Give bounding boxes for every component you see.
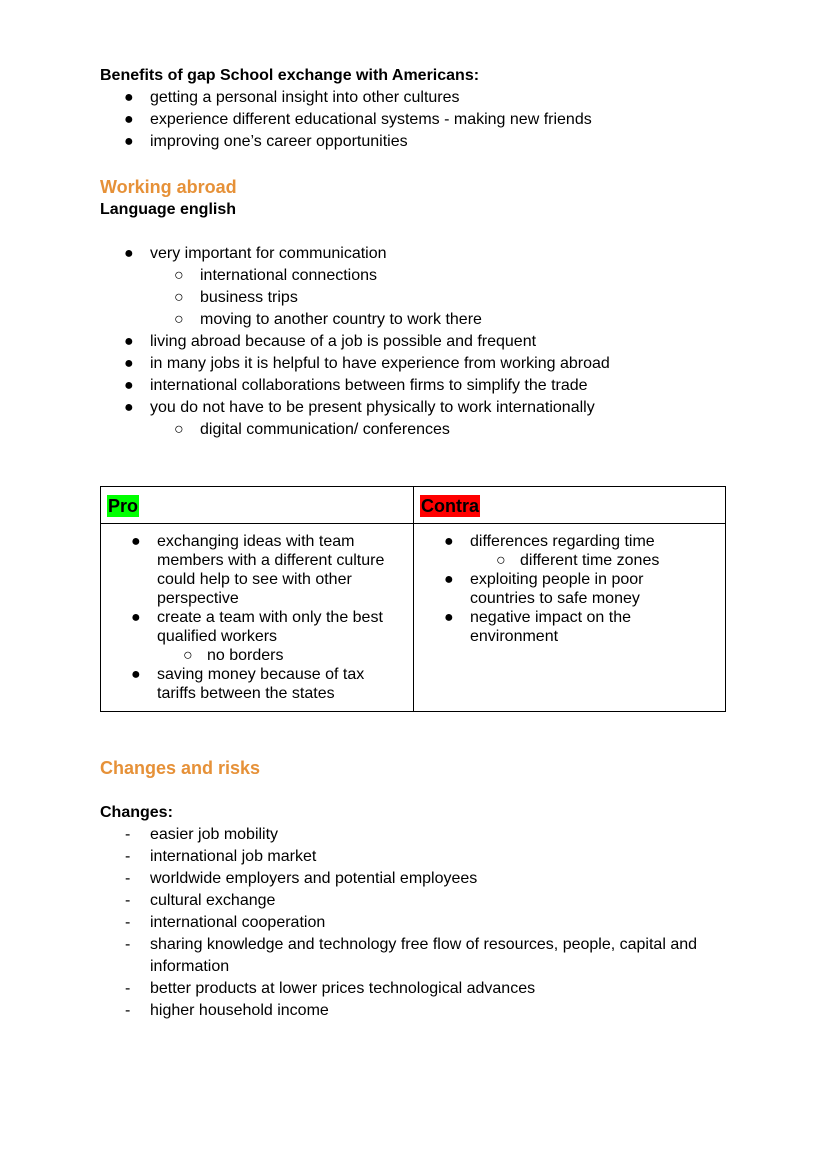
bullet-icon: ● <box>131 533 141 550</box>
pro-header-cell <box>101 487 414 524</box>
change-item: better products at lower prices technological advances <box>150 980 536 997</box>
bullet-icon: ● <box>131 666 141 683</box>
contra-label: Contra <box>421 496 479 516</box>
benefit-item: getting a personal insight into other cultures <box>150 89 460 106</box>
list-item: you do not have to be present physically to work internationally <box>150 399 595 416</box>
cell-line: perspective <box>157 590 239 607</box>
language-subheading: Language english <box>100 201 237 218</box>
cell-line: differences regarding time <box>470 533 655 550</box>
change-item: higher household income <box>150 1002 329 1019</box>
circle-bullet-icon: ○ <box>496 552 506 569</box>
bullet-icon: ● <box>124 377 134 394</box>
cell-line: countries to safe money <box>470 590 640 607</box>
working-abroad-heading: Working abroad <box>100 177 237 197</box>
cell-line: tariffs between the states <box>157 685 335 702</box>
dash-icon: - <box>125 892 131 909</box>
list-item: living abroad because of a job is possible and frequent <box>150 333 537 350</box>
pro-contra-table <box>100 486 726 712</box>
cell-line: saving money because of tax <box>157 666 365 683</box>
bullet-icon: ● <box>124 333 134 350</box>
cell-line: environment <box>470 628 559 645</box>
bullet-icon: ● <box>444 533 454 550</box>
cell-line: create a team with only the best <box>157 609 383 626</box>
bullet-icon: ● <box>124 245 134 262</box>
dash-icon: - <box>125 826 131 843</box>
bullet-icon: ● <box>444 609 454 626</box>
dash-icon: - <box>125 870 131 887</box>
benefit-item: improving one’s career opportunities <box>150 133 408 150</box>
contra-cell <box>414 524 726 712</box>
circle-bullet-icon: ○ <box>174 311 184 328</box>
circle-bullet-icon: ○ <box>174 267 184 284</box>
change-item: international job market <box>150 848 317 865</box>
bullet-icon: ● <box>124 89 134 106</box>
change-item: easier job mobility <box>150 826 279 843</box>
benefit-item: experience different educational systems - making new friends <box>150 111 592 128</box>
cell-line: no borders <box>207 647 284 664</box>
cell-line: members with a different culture <box>157 552 385 569</box>
list-item: very important for communication <box>150 245 387 262</box>
pro-cell <box>101 524 414 712</box>
change-item: sharing knowledge and technology free flow of resources, people, capital and <box>150 936 698 953</box>
dash-icon: - <box>125 980 131 997</box>
cell-line: negative impact on the <box>470 609 631 626</box>
change-item: international cooperation <box>150 914 326 931</box>
dash-icon: - <box>125 848 131 865</box>
circle-bullet-icon: ○ <box>174 289 184 306</box>
benefits-heading: Benefits of gap School exchange with Americans: <box>100 67 480 84</box>
changes-subheading: Changes: <box>100 804 173 821</box>
list-item: digital communication/ conferences <box>200 421 450 438</box>
list-item: moving to another country to work there <box>200 311 482 328</box>
dash-icon: - <box>125 914 131 931</box>
list-item: in many jobs it is helpful to have experience from working abroad <box>150 355 610 372</box>
cell-line: could help to see with other <box>157 571 352 588</box>
change-item: information <box>150 958 230 975</box>
bullet-icon: ● <box>124 111 134 128</box>
dash-icon: - <box>125 1002 131 1019</box>
circle-bullet-icon: ○ <box>183 647 193 664</box>
bullet-icon: ● <box>124 355 134 372</box>
list-item: business trips <box>200 289 298 306</box>
contra-header-cell <box>414 487 726 524</box>
bullet-icon: ● <box>124 133 134 150</box>
cell-line: exploiting people in poor <box>470 571 644 588</box>
bullet-icon: ● <box>444 571 454 588</box>
bullet-icon: ● <box>131 609 141 626</box>
change-item: cultural exchange <box>150 892 276 909</box>
change-item: worldwide employers and potential employees <box>150 870 478 887</box>
changes-risks-heading: Changes and risks <box>100 758 261 778</box>
circle-bullet-icon: ○ <box>174 421 184 438</box>
list-item: international connections <box>200 267 378 284</box>
bullet-icon: ● <box>124 399 134 416</box>
cell-line: exchanging ideas with team <box>157 533 355 550</box>
cell-line: qualified workers <box>157 628 278 645</box>
pro-label: Pro <box>108 496 139 516</box>
list-item: international collaborations between firms to simplify the trade <box>150 377 588 394</box>
cell-line: different time zones <box>520 552 660 569</box>
dash-icon: - <box>125 936 131 953</box>
